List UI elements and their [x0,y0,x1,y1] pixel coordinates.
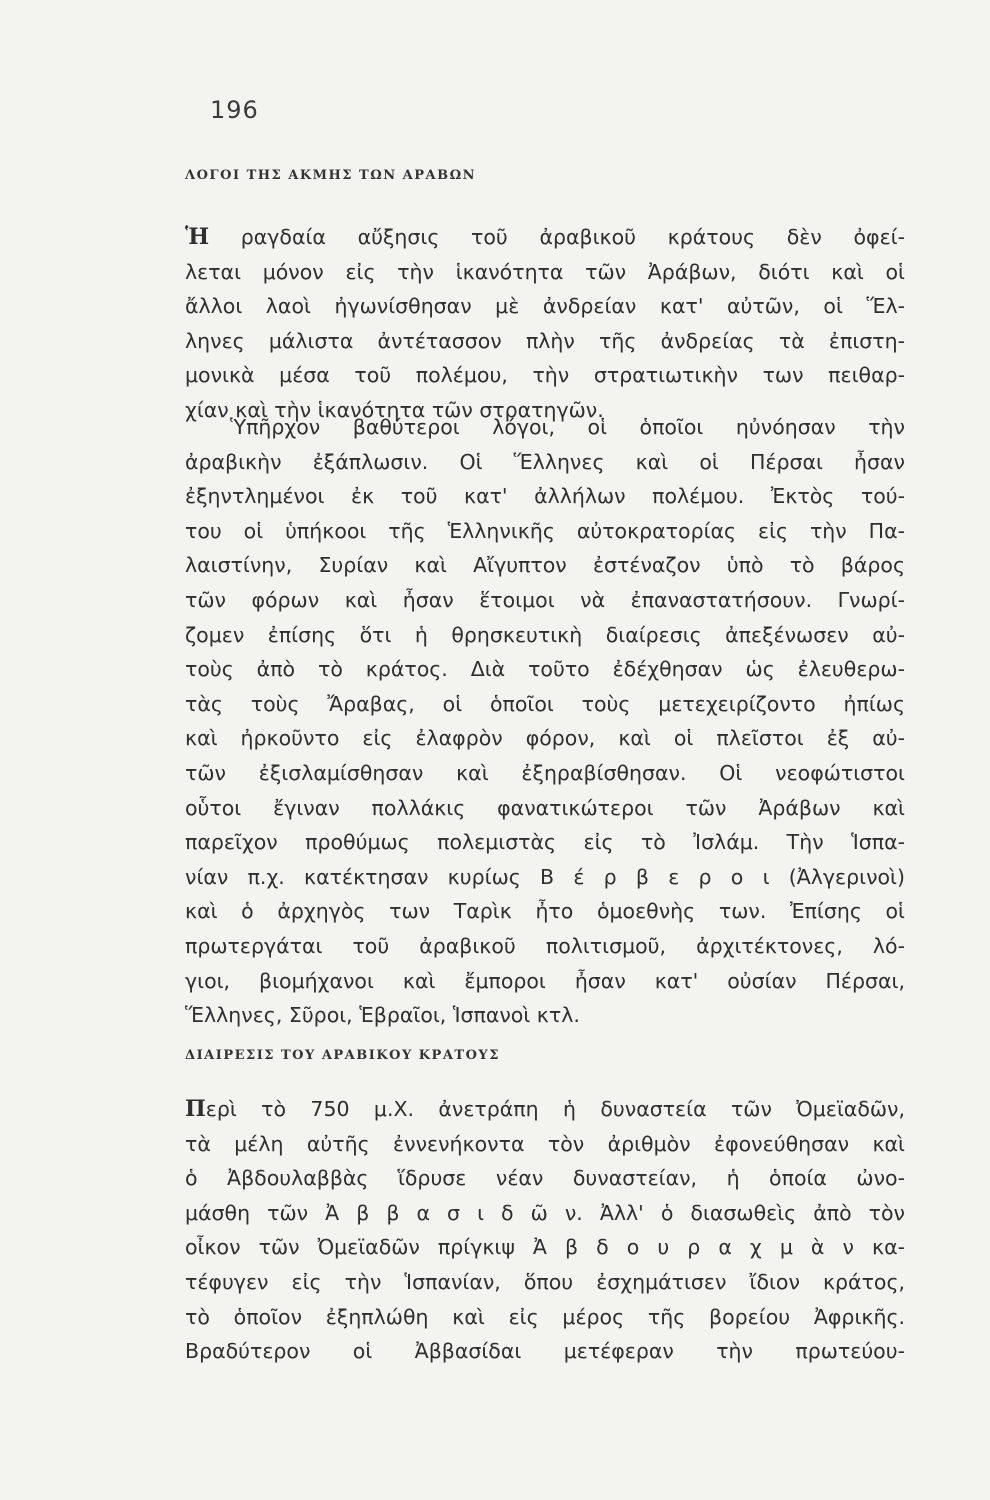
text-line: ἄλλοι λαοὶ ἠγωνίσθησαν μὲ ἀνδρείαν κατ' αὐτῶν, οἱ Ἕλ- [185,294,905,319]
text-line: οὗτοι ἔγιναν πολλάκις φανατικώτεροι τῶν Ἀράβων καὶ [185,795,905,820]
text-line: του οἱ ὑπήκοοι τῆς Ἑλληνικῆς αὐτοκρατορίας εἰς τὴν Πα- [185,518,905,543]
text-line: μάσθη τῶν Ἀ β β α σ ι δ ῶ ν. Ἀλλ' ὁ διασωθεὶς ἀπὸ τὸν [185,1200,905,1225]
section-heading-reasons: ΛΟΓΟΙ ΤΗΣ ΑΚΜΗΣ ΤΩΝ ΑΡΑΒΩΝ [185,168,477,183]
text-line: ἀραβικὴν ἐξάπλωσιν. Οἱ Ἕλληνες καὶ οἱ Πέρσαι ἦσαν [185,449,905,474]
text-line: Περὶ τὸ 750 μ.Χ. ἀνετράπη ἡ δυναστεία τῶν Ὀμεϊαδῶν, [185,1096,905,1122]
text-line: νίαν π.χ. κατέκτησαν κυρίως Β έ ρ β ε ρ ο ι (Ἀλγερινοὶ) [185,864,905,889]
text-line: καὶ ἠρκοῦντο εἰς ἐλαφρὸν φόρον, καὶ οἱ πλεῖστοι ἐξ αὐ- [185,726,905,751]
text-line: τὰς τοὺς Ἄραβας, οἱ ὁποῖοι τοὺς μετεχειρίζοντο ἠπίως [185,691,905,716]
text-line: Ὑπῆρχον βαθύτεροι λόγοι, οἱ ὁποῖοι ηὐνόησαν τὴν [230,415,905,439]
text-line: καὶ ὁ ἀρχηγὸς των Ταρὶκ ἦτο ὁμοεθνὴς των. Ἐπίσης οἱ [185,899,905,924]
text-line: μονικὰ μέσα τοῦ πολέμου, τὴν στρατιωτικὴν των πειθαρ- [185,363,905,388]
text-line: τῶν ἐξισλαμίσθησαν καὶ ἐξηραβίσθησαν. Οἱ νεοφώτιστοι [185,760,905,785]
initial-letter: Ἡ [185,224,210,250]
paragraph-3 [185,1092,905,1369]
text-line: λεται μόνον εἰς τὴν ἱκανότητα τῶν Ἀράβων, διότι καὶ οἱ [185,259,905,284]
section-heading-division: ΔΙΑΙΡΕΣΙΣ ΤΟΥ ΑΡΑΒΙΚΟΥ ΚΡΑΤΟΥΣ [185,1048,500,1063]
text-line: χίαν καὶ τὴν ἱκανότητα τῶν στρατηγῶν. [185,397,604,422]
text-line: τὸ ὁποῖον ἐξηπλώθη καὶ εἰς μέρος τῆς βορείου Ἀφρικῆς. [185,1304,905,1329]
initial-letter: Π [185,1096,206,1122]
text-line: ἐξηντλημένοι ἐκ τοῦ κατ' ἀλλήλων πολέμου. Ἐκτὸς τού- [185,484,905,509]
text-line: τὰ μέλη αὐτῆς ἐννενήκοντα τὸν ἀριθμὸν ἐφονεύθησαν καὶ [185,1131,905,1156]
text-line: πρωτεργάται τοῦ ἀραβικοῦ πολιτισμοῦ, ἀρχιτέκτονες, λό- [185,933,905,958]
text-line: Ἡ ραγδαία αὔξησις τοῦ ἀραβικοῦ κράτους δὲν ὀφεί- [185,224,905,250]
text-line: λαιστίνην, Συρίαν καὶ Αἴγυπτον ἐστέναζον ὑπὸ τὸ βάρος [185,553,905,578]
text-line: τοὺς ἀπὸ τὸ κράτος. Διὰ τοῦτο ἐδέχθησαν ὡς ἐλευθερω- [185,657,905,682]
text-line: Ἕλληνες, Σῦροι, Ἑβραῖοι, Ἱσπανοὶ κτλ. [185,1003,580,1028]
text-line: οἶκον τῶν Ὀμεϊαδῶν πρίγκιψ Ἀ β δ ο υ ρ α χ μ ὰ ν κα- [185,1235,905,1260]
paragraph-1 [185,220,905,428]
text-line: ζομεν ἐπίσης ὅτι ἡ θρησκευτικὴ διαίρεσις ἀπεξένωσεν αὐ- [185,622,905,647]
paragraph-2 [185,410,905,1033]
text-line: γιοι, βιομήχανοι καὶ ἔμποροι ἦσαν κατ' οὐσίαν Πέρσαι, [185,968,905,993]
text-line: ὁ Ἀβδουλαββὰς ἵδρυσε νέαν δυναστείαν, ἡ ὁποία ὠνο- [185,1166,905,1191]
text-line: τῶν φόρων καὶ ἦσαν ἕτοιμοι νὰ ἐπαναστατήσουν. Γνωρί- [185,587,905,612]
text-line: Βραδύτερον οἱ Ἀββασίδαι μετέφεραν τὴν πρωτεύου- [185,1339,905,1364]
page-number: 196 [210,96,259,124]
text-line: παρεῖχον προθύμως πολεμιστὰς εἰς τὸ Ἰσλάμ. Τὴν Ἱσπα- [185,830,905,855]
text-line: τέφυγεν εἰς τὴν Ἱσπανίαν, ὅπου ἐσχημάτισεν ἴδιον κράτος, [185,1269,905,1294]
text-line: ληνες μάλιστα ἀντέτασσον πλὴν τῆς ἀνδρείας τὰ ἐπιστη- [185,328,905,353]
